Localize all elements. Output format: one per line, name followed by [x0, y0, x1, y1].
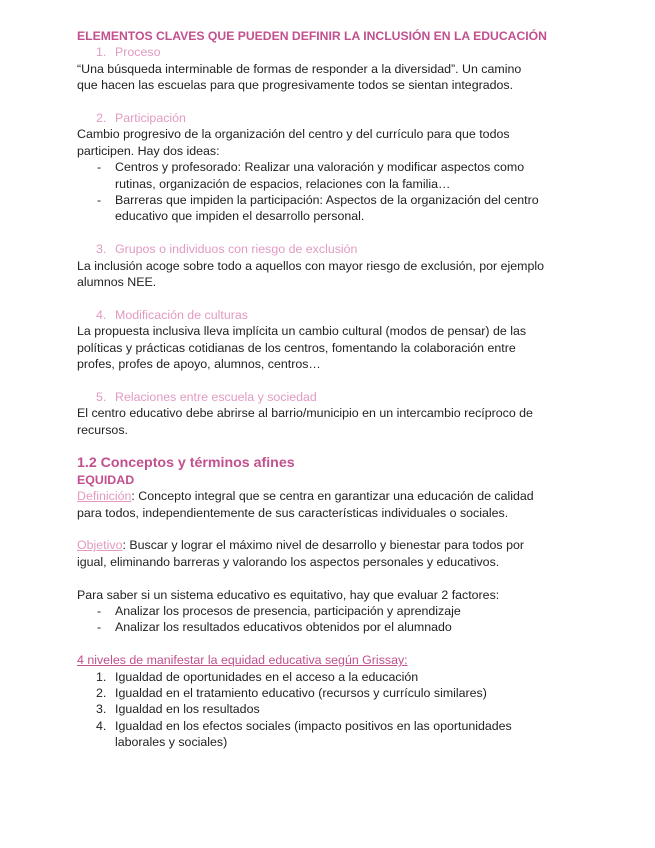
section-heading-proceso [77, 44, 577, 60]
main-title: ELEMENTOS CLAVES QUE PUEDEN DEFINIR LA INCLUSIÓN EN LA EDUCACIÓN [77, 29, 547, 43]
section-number: 5. [96, 389, 107, 404]
paragraph-line: igual, eliminando barreras y valorando los aspectos personales y educativos. [77, 554, 500, 569]
bullet-line: Analizar los resultados educativos obtenidos por el alumnado [115, 620, 452, 635]
bullet-line: Centros y profesorado: Realizar una valoración y modificar aspectos como [115, 160, 525, 175]
section-title: Participación [115, 111, 186, 126]
bullet-item: - Barreras que impiden la participación: Aspectos de la organización del centro educativo que impiden el desarrollo personal. [77, 192, 577, 225]
section-heading-grupos [77, 241, 577, 257]
paragraph-line: El centro educativo debe abrirse al barrio/municipio en un intercambio recíproco de [77, 406, 533, 421]
section-title: Proceso [115, 45, 161, 60]
item-line: Igualdad en el tratamiento educativo (recursos y currículo similares) [115, 685, 487, 700]
item-number: 2. [96, 685, 107, 700]
definition-label: Definición [77, 489, 132, 504]
objective-text: : Buscar y lograr el máximo nivel de desarrollo y bienestar para todos por [122, 538, 524, 553]
paragraph-line: La propuesta inclusiva lleva implícita un cambio cultural (modos de pensar) de las [77, 324, 527, 339]
item-line: Igualdad de oportunidades en el acceso a la educación [115, 669, 419, 684]
paragraph-line: políticas y prácticas cotidianas de los centros, fomentando la colaboración entre [77, 340, 516, 355]
section-number: 1. [96, 45, 107, 60]
paragraph-line: que hacen las escuelas para que progresivamente todos se sientan integrados. [77, 78, 514, 93]
section-heading-conceptos: 1.2 Conceptos y términos afines [77, 455, 295, 472]
bullet-line: Analizar los procesos de presencia, participación y aprendizaje [115, 603, 461, 618]
paragraph-line: participen. Hay dos ideas: [77, 143, 220, 158]
document-page [77, 28, 577, 751]
paragraph-line: Cambio progresivo de la organización del centro y del currículo para que todos [77, 127, 510, 142]
numbered-item [77, 718, 577, 751]
evaluation-intro: Para saber si un sistema educativo es equitativo, hay que evaluar 2 factores: [77, 587, 500, 602]
section-heading-relaciones [77, 389, 577, 405]
bullet-line: rutinas, organización de espacios, relaciones con la familia… [115, 176, 451, 191]
levels-title: 4 niveles de manifestar la equidad educativa según Grissay: [77, 653, 408, 668]
paragraph-line: alumnos NEE. [77, 275, 157, 290]
definition-text: : Concepto integral que se centra en garantizar una educación de calidad [131, 489, 534, 504]
bullet-line: Barreras que impiden la participación: Aspectos de la organización del centro [115, 193, 539, 208]
section-title: Modificación de culturas [115, 307, 248, 322]
section-title: Grupos o individuos con riesgo de exclusión [115, 242, 358, 257]
item-number: 3. [96, 702, 107, 717]
item-line: Igualdad en los efectos sociales (impacto positivos en las oportunidades [115, 718, 512, 733]
definition-line [77, 488, 577, 504]
item-number: 1. [96, 669, 107, 684]
section-number: 3. [96, 242, 107, 257]
bullet-item: - Analizar los resultados educativos obtenidos por el alumnado [77, 619, 577, 635]
objective-label: Objetivo [77, 538, 123, 553]
bullet-line: educativo que impiden el desarrollo personal. [115, 209, 365, 224]
objective-line [77, 537, 577, 553]
item-number: 4. [96, 718, 107, 733]
paragraph-line: profes, profes de apoyo, alumnos, centros… [77, 357, 321, 372]
item-line: Igualdad en los resultados [115, 702, 260, 717]
section-heading-participacion [77, 110, 577, 126]
numbered-item [77, 701, 577, 717]
subheading-equidad: EQUIDAD [77, 473, 135, 488]
section-title: Relaciones entre escuela y sociedad [115, 389, 317, 404]
paragraph-line: para todos, independientemente de sus características individuales o sociales. [77, 505, 509, 520]
paragraph-line: La inclusión acoge sobre todo a aquellos con mayor riesgo de exclusión, por ejemplo [77, 258, 544, 273]
paragraph-line: recursos. [77, 422, 128, 437]
numbered-item [77, 669, 577, 685]
paragraph-line: “Una búsqueda interminable de formas de responder a la diversidad”. Un camino [77, 61, 522, 76]
numbered-item [77, 685, 577, 701]
section-number: 2. [96, 111, 107, 126]
bullet-item: - Analizar los procesos de presencia, participación y aprendizaje [77, 603, 577, 619]
bullet-item: - Centros y profesorado: Realizar una valoración y modificar aspectos como rutinas, organización de espacios, relaciones con la familia… [77, 159, 577, 192]
section-heading-culturas [77, 307, 577, 323]
item-line: laborales y sociales) [115, 735, 228, 750]
section-number: 4. [96, 307, 107, 322]
